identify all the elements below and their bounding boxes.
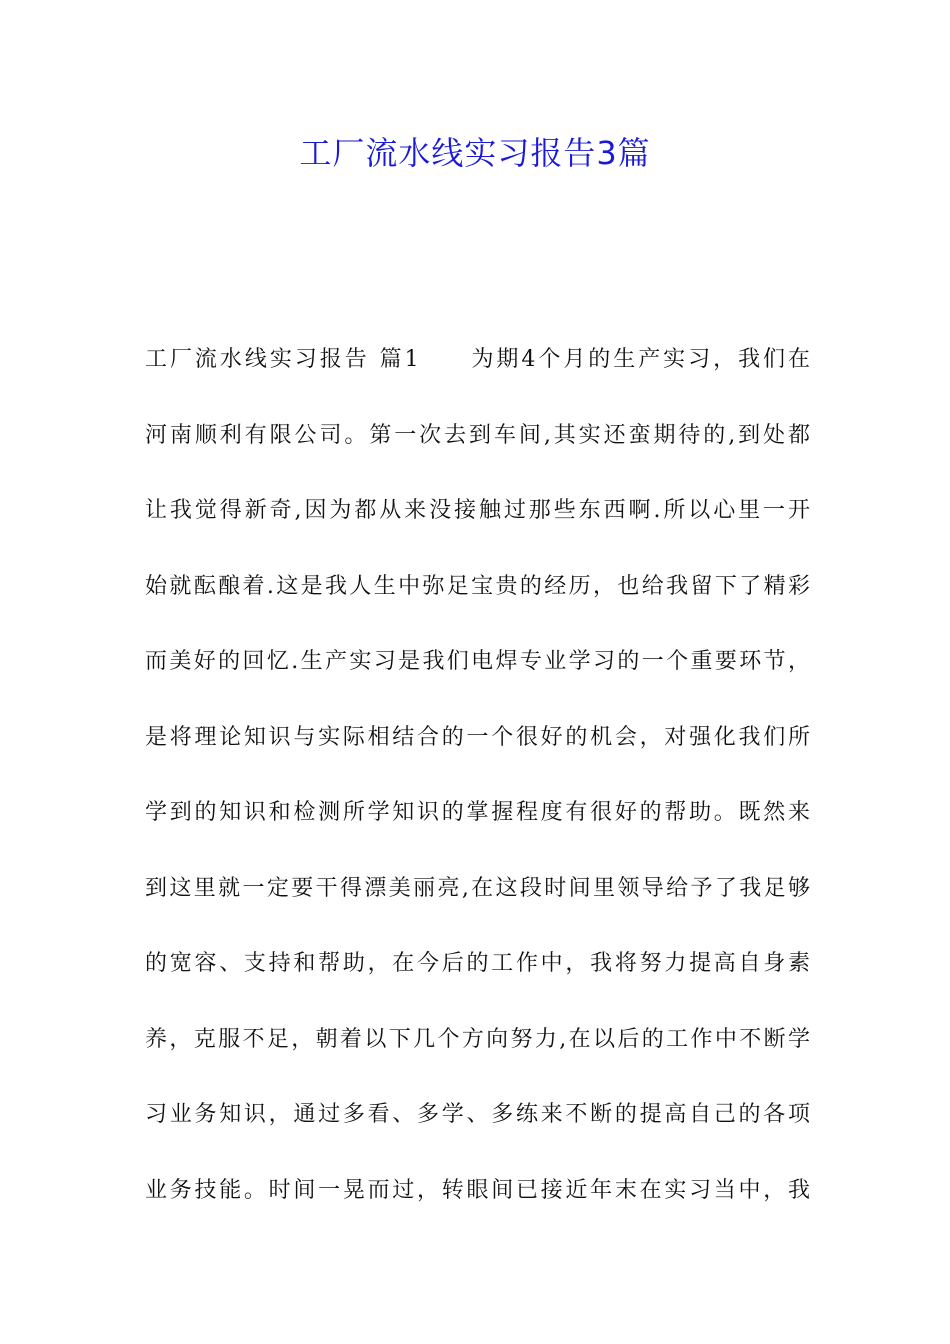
- body-line: 始就酝酿着.这是我人生中弥足宝贵的经历，也给我留下了精彩: [145, 573, 810, 599]
- body-line: 河南顺利有限公司。第一次去到车间,其实还蛮期待的,到处都: [145, 422, 810, 448]
- body-line: 到这里就一定要干得漂美丽亮,在这段时间里领导给予了我足够: [145, 875, 810, 901]
- body-line: 业务技能。时间一晃而过，转眼间已接近年末在实习当中，我: [145, 1177, 810, 1203]
- document-title: 工厂流水线实习报告3篇: [299, 134, 651, 172]
- body-line: 让我觉得新奇,因为都从来没接触过那些东西啊.所以心里一开: [145, 498, 810, 523]
- body-line: 是将理论知识与实际相结合的一个很好的机会，对强化我们所: [145, 724, 810, 750]
- body-line: 的宽容、支持和帮助，在今后的工作中，我将努力提高自身素: [145, 951, 810, 976]
- body-line: 工厂流水线实习报告 篇1 为期4个月的生产实习，我们在: [145, 347, 810, 372]
- document-body: [145, 334, 810, 1240]
- body-line: 养，克服不足，朝着以下几个方向努力,在以后的工作中不断学: [145, 1026, 810, 1052]
- body-line: 学到的知识和检测所学知识的掌握程度有很好的帮助。既然来: [145, 800, 810, 825]
- body-line: 习业务知识，通过多看、多学、多练来不断的提高自己的各项: [145, 1102, 810, 1127]
- body-line: 而美好的回忆.生产实习是我们电焊专业学习的一个重要环节，: [145, 649, 810, 674]
